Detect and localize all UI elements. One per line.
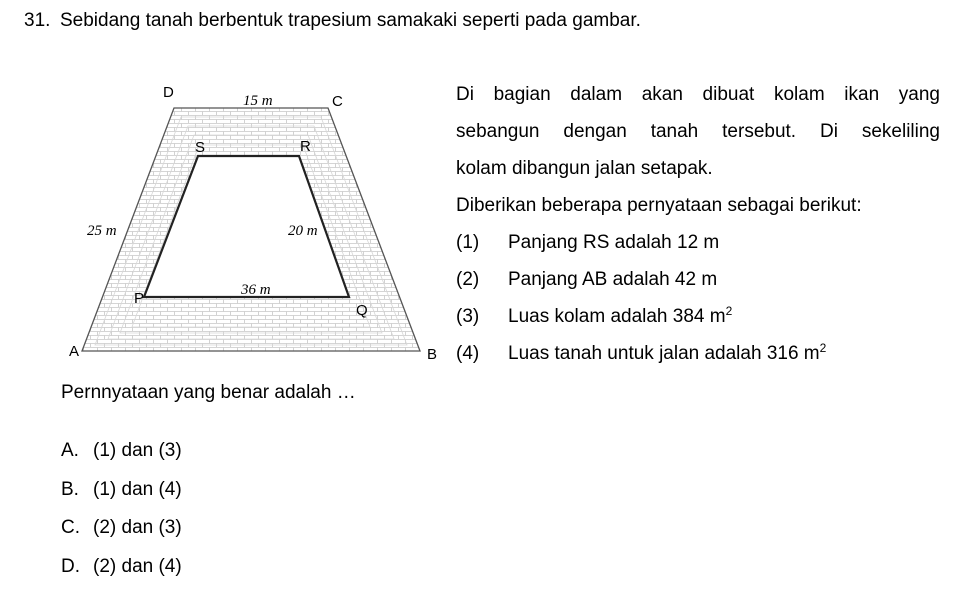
question-title <box>24 10 641 32</box>
statement-text: Panjang AB adalah 42 m <box>508 269 718 290</box>
option-letter: A. <box>61 440 79 461</box>
top-side-length-label: 15 m <box>243 93 273 109</box>
statement-number: (3) <box>456 306 480 327</box>
point-d-label: D <box>163 84 174 101</box>
option-c[interactable] <box>61 509 182 548</box>
description-line: Diberikan beberapa pernyataan sebagai berikut: <box>456 195 862 216</box>
inner-right-length-label: 20 m <box>288 223 318 239</box>
option-b[interactable] <box>61 471 182 510</box>
statement-text: Panjang RS adalah 12 m <box>508 232 720 253</box>
problem-description <box>456 76 940 224</box>
statement-number: (1) <box>456 232 480 253</box>
statement-superscript: 2 <box>819 341 827 355</box>
point-r-label: R <box>300 138 311 155</box>
statement-number: (4) <box>456 343 480 364</box>
question-text: Sebidang tanah berbentuk trapesium samakaki seperti pada gambar. <box>60 10 641 31</box>
point-a-label: A <box>69 343 80 360</box>
left-side-length-label: 25 m <box>87 223 117 239</box>
point-p-label: P <box>134 290 145 307</box>
description-line: sebangun dengan tanah tersebut. Di sekeliling <box>456 121 940 142</box>
statement-item <box>456 261 826 298</box>
statement-item <box>456 335 826 372</box>
statement-item <box>456 298 826 335</box>
option-letter: B. <box>61 478 79 500</box>
option-a[interactable] <box>61 432 182 471</box>
question-number: 31. <box>24 10 51 31</box>
statement-item <box>456 224 826 261</box>
option-text: (1) dan (3) <box>93 440 182 461</box>
option-text: (1) dan (4) <box>93 478 182 500</box>
statement-superscript: 2 <box>725 304 733 318</box>
point-c-label: C <box>332 93 343 110</box>
description-line: kolam dibangun jalan setapak. <box>456 158 713 179</box>
option-text: (2) dan (4) <box>93 555 182 577</box>
statement-text: Luas tanah untuk jalan adalah 316 m <box>508 343 820 364</box>
statement-number: (2) <box>456 269 480 290</box>
question-prompt: Pernnyataan yang benar adalah … <box>61 382 356 403</box>
inner-bottom-length-label: 36 m <box>241 282 271 298</box>
point-q-label: Q <box>356 302 368 319</box>
option-d[interactable] <box>61 548 182 587</box>
point-b-label: B <box>427 346 438 363</box>
option-text: (2) dan (3) <box>93 517 182 538</box>
statement-list <box>456 224 826 372</box>
description-line: Di bagian dalam akan dibuat kolam ikan yang <box>456 84 940 105</box>
trapezoid-figure <box>55 75 445 370</box>
option-letter: C. <box>61 517 80 538</box>
answer-options <box>61 432 182 586</box>
point-s-label: S <box>195 139 206 156</box>
option-letter: D. <box>61 555 80 577</box>
statement-text: Luas kolam adalah 384 m <box>508 306 726 327</box>
